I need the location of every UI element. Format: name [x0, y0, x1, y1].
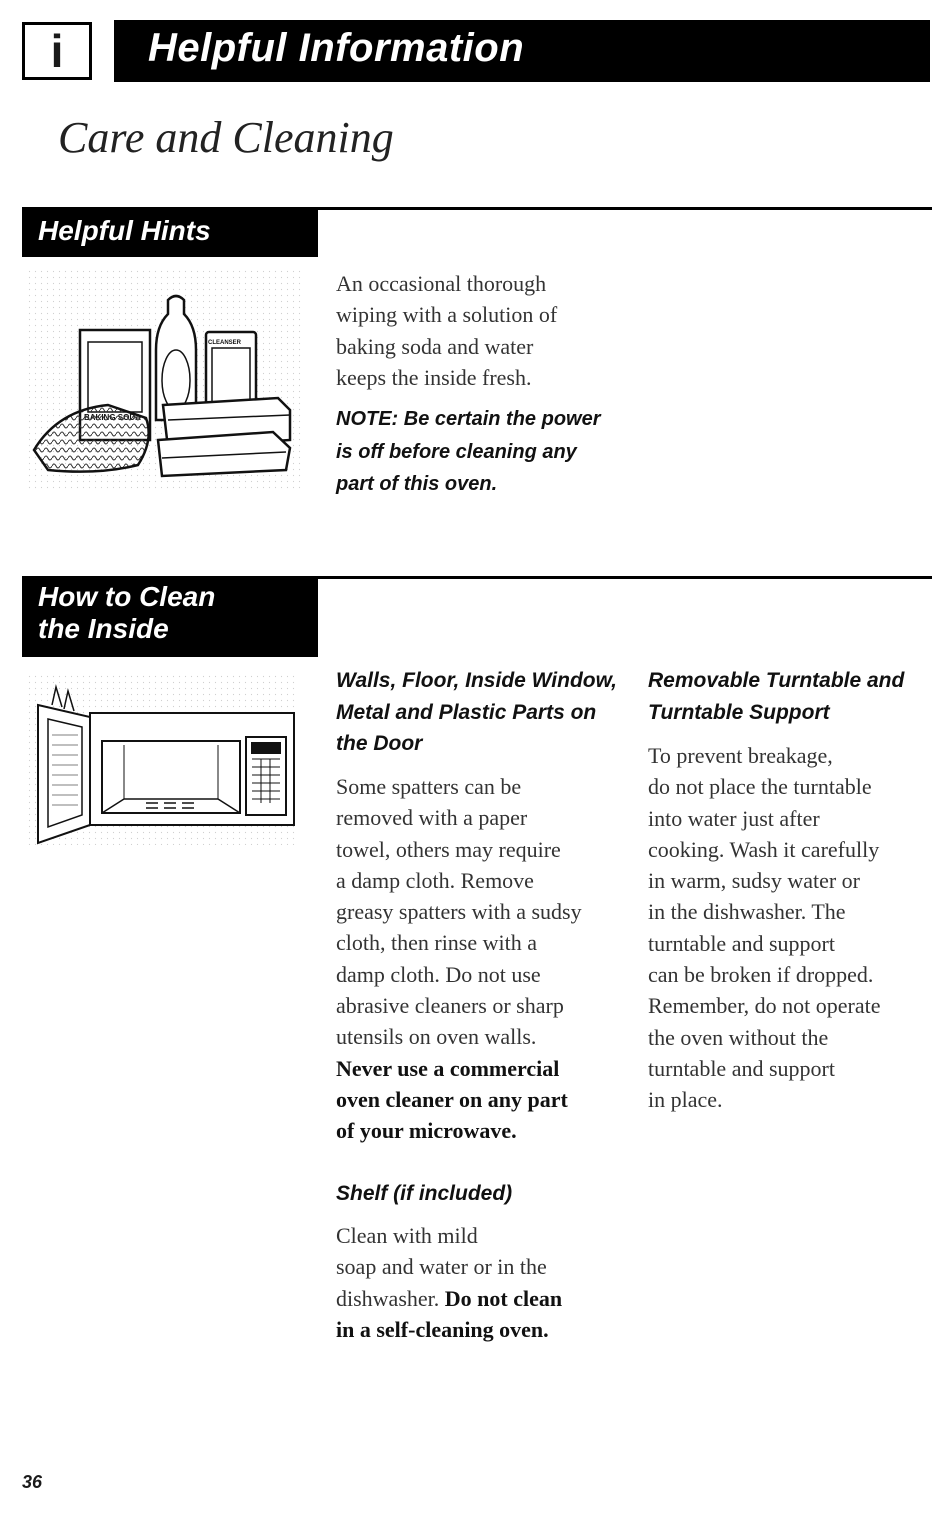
shelf-line: soap and water or in the	[336, 1254, 547, 1280]
shelf-warning: Do not clean	[444, 1285, 563, 1311]
how-to-clean-tab-line: the Inside	[38, 613, 169, 645]
microwave-open-door-illustration	[28, 675, 300, 850]
walls-line: removed with a paper	[336, 805, 528, 831]
walls-line: damp cloth. Do not use	[336, 961, 541, 987]
shelf-line: Clean with mild	[336, 1223, 478, 1248]
turntable-line: the oven without the	[648, 1024, 829, 1050]
walls-line: towel, others may require	[336, 836, 561, 862]
warning-line: oven cleaner on any part	[336, 1086, 568, 1112]
turntable-line: in warm, sudsy water or	[648, 868, 861, 894]
walls-line: cloth, then rinse with a	[336, 930, 538, 956]
header-title: Helpful Information	[148, 26, 525, 70]
walls-line: utensils on oven walls.	[336, 1024, 537, 1050]
shelf-heading: Shelf (if included)	[336, 1182, 513, 1205]
helpful-hints-body	[336, 268, 636, 393]
hint-line: baking soda and water	[336, 333, 534, 359]
how-to-clean-tab	[22, 576, 318, 657]
shelf-warning: in a self-cleaning oven.	[336, 1316, 549, 1342]
turntable-heading-line: Removable Turntable and	[648, 669, 905, 692]
turntable-line: in place.	[648, 1087, 723, 1113]
page-number: 36	[22, 1472, 43, 1492]
note-line: is off before cleaning any	[336, 440, 577, 463]
turntable-line: do not place the turntable	[648, 774, 872, 800]
turntable-body	[648, 740, 938, 1116]
warning-line: of your microwave.	[336, 1118, 517, 1144]
walls-heading-line: Metal and Plastic Parts on	[336, 700, 597, 724]
power-off-note	[336, 403, 656, 501]
cleanser-label: CLEANSER	[208, 340, 242, 346]
walls-heading	[336, 665, 636, 760]
walls-body	[336, 771, 636, 1147]
walls-heading-line: the Door	[336, 732, 423, 755]
turntable-line: cooking. Wash it carefully	[648, 836, 880, 862]
info-glyph: i	[50, 25, 64, 77]
turntable-line: into water just after	[648, 805, 820, 831]
page-title: Care and Cleaning	[58, 113, 394, 162]
info-icon	[22, 22, 92, 80]
turntable-heading-line: Turntable Support	[648, 700, 830, 724]
walls-heading-line: Walls, Floor, Inside Window,	[336, 669, 617, 692]
helpful-hints-tab-label: Helpful Hints	[38, 215, 211, 246]
turntable-line: turntable and support	[648, 930, 835, 956]
walls-line: Some spatters can be	[336, 774, 522, 799]
shelf-line-plain: dishwasher.	[336, 1285, 445, 1311]
turntable-line: turntable and support	[648, 1055, 835, 1081]
turntable-line: can be broken if dropped.	[648, 962, 874, 988]
note-line: part of this oven.	[336, 473, 498, 495]
warning-line: Never use a commercial	[336, 1055, 560, 1081]
walls-line: a damp cloth. Remove	[336, 867, 534, 893]
helpful-hints-tab	[22, 207, 318, 257]
turntable-line: in the dishwasher. The	[648, 899, 846, 925]
turntable-line: Remember, do not operate	[648, 993, 881, 1019]
hint-line: keeps the inside fresh.	[336, 364, 532, 390]
how-to-clean-tab-line: How to Clean	[38, 581, 216, 612]
cleaning-supplies-illustration	[28, 270, 308, 496]
turntable-line: To prevent breakage,	[648, 743, 833, 768]
shelf-body	[336, 1220, 636, 1345]
shelf-line	[336, 1283, 636, 1314]
turntable-heading	[648, 665, 938, 728]
hint-line: An occasional thorough	[336, 271, 547, 296]
hint-line: wiping with a solution of	[336, 302, 558, 328]
walls-line: greasy spatters with a sudsy	[336, 899, 582, 925]
note-line: NOTE: Be certain the power	[336, 408, 601, 430]
walls-line: abrasive cleaners or sharp	[336, 993, 564, 1019]
